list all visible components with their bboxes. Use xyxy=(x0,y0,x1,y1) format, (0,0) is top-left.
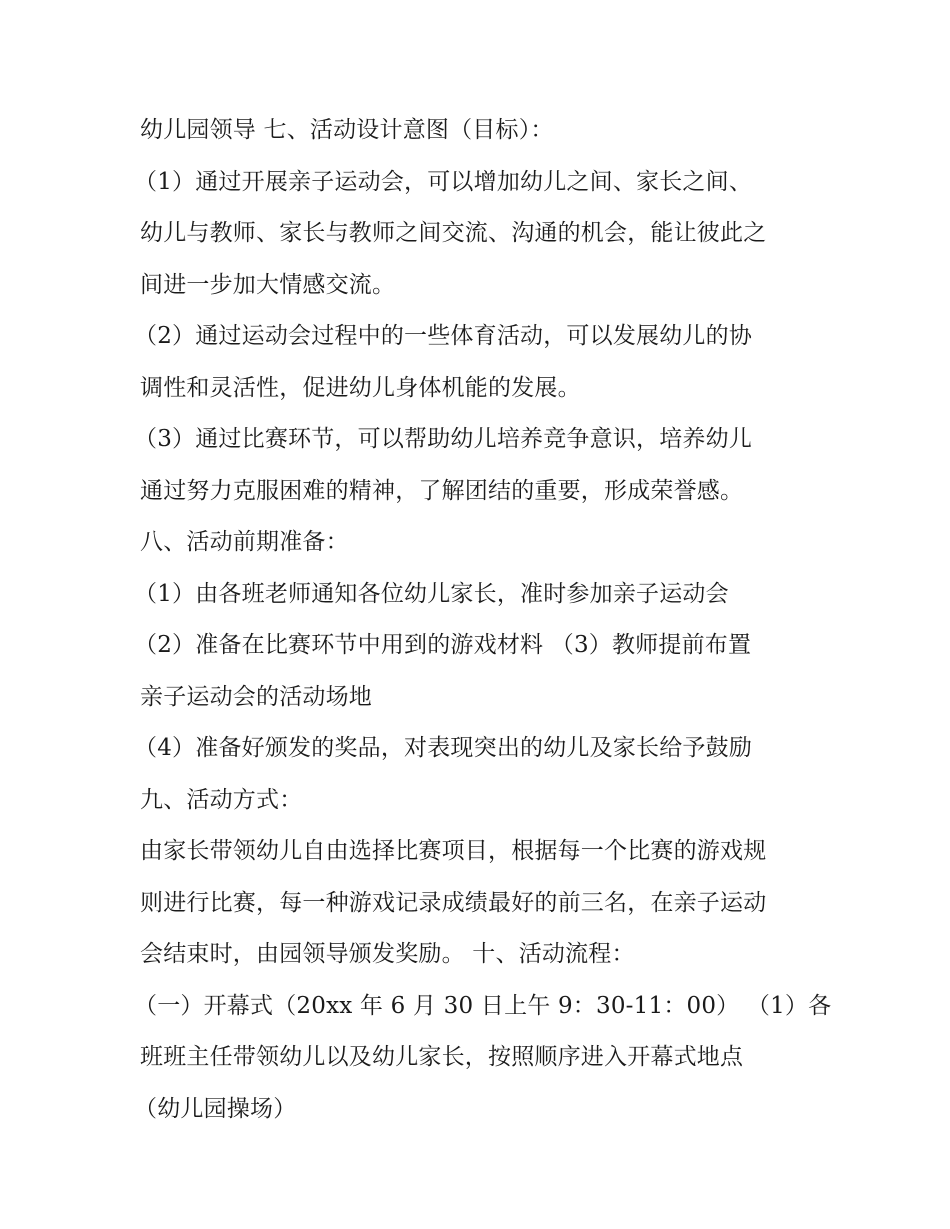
text-line-5: （2）通过运动会过程中的一些体育活动，可以发展幼儿的协 xyxy=(134,323,753,349)
text-line-3: 幼儿与教师、家长与教师之间交流、沟通的机会，能让彼此之 xyxy=(140,220,767,246)
text-line-10: （1）由各班老师通知各位幼儿家长，准时参加亲子运动会 xyxy=(134,580,729,607)
section-heading-method: 九、活动方式： xyxy=(140,786,303,813)
text-line-16: 则进行比赛，每一种游戏记录成绩最好的前三名，在亲子运动 xyxy=(140,889,767,916)
document-body xyxy=(134,105,832,1135)
text-line-11: （2）准备在比赛环节中用到的游戏材料 （3）教师提前布置 xyxy=(134,632,752,658)
text-line-7: （3）通过比赛环节，可以帮助幼儿培养竞争意识，培养幼儿 xyxy=(134,426,753,452)
text-line-17: 会结束时，由园领导颁发奖励。 十、活动流程： xyxy=(140,941,635,967)
text-line-6: 调性和灵活性，促进幼儿身体机能的发展。 xyxy=(140,374,581,401)
text-line-15: 由家长带领幼儿自由选择比赛项目，根据每一个比赛的游戏规 xyxy=(140,838,767,864)
text-line-13: （4）准备好颁发的奖品，对表现突出的幼儿及家长给予鼓励 xyxy=(134,735,753,761)
text-line-18: （一）开幕式（20xx 年 6 月 30 日上午 9：30-11：00） （1）各 xyxy=(134,992,832,1019)
text-line-8: 通过努力克服困难的精神，了解团结的重要，形成荣誉感。 xyxy=(140,477,744,504)
text-line-4: 间进一步加大情感交流。 xyxy=(140,271,396,298)
text-line-19: 班班主任带领幼儿以及幼儿家长，按照顺序进入开幕式地点 xyxy=(140,1044,744,1070)
text-line-12: 亲子运动会的活动场地 xyxy=(140,683,372,710)
text-line-20: （幼儿园操场） xyxy=(134,1095,297,1122)
text-line-1: 幼儿园领导 七、活动设计意图（目标）： xyxy=(140,117,554,143)
section-heading-preparation: 八、活动前期准备： xyxy=(140,529,349,555)
text-line-2: （1）通过开展亲子运动会，可以增加幼儿之间、家长之间、 xyxy=(134,168,753,195)
